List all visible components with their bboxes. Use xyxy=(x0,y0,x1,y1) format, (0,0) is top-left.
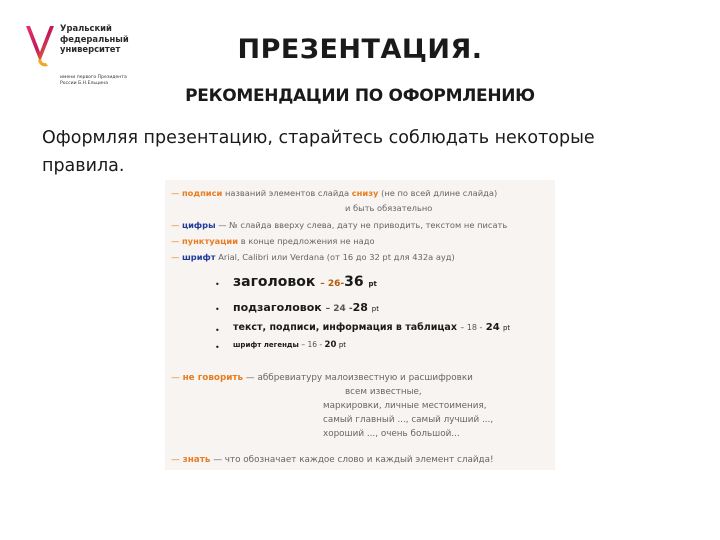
rule-keyword: подписи xyxy=(181,188,223,198)
size-range: – 26- xyxy=(320,279,345,289)
size-unit: pt xyxy=(371,305,379,313)
rule-keyword: не говорить xyxy=(182,373,244,383)
rule-font xyxy=(171,252,455,262)
size-range: 20 xyxy=(324,340,337,350)
rule-text: в конце предложения не надо xyxy=(240,236,375,246)
dash: — xyxy=(171,188,180,198)
size-range: – 18 - xyxy=(460,323,483,332)
bullet-marker: • xyxy=(215,326,220,335)
rule-text: всем известные, xyxy=(345,387,422,397)
size-unit: pt xyxy=(338,341,347,349)
bullet-label: текст, подписи, информация в таблицах xyxy=(233,322,457,333)
rule-text: — аббревиатуру малоизвестную и расшифровки xyxy=(245,373,473,383)
bullet-label: шрифт легенды xyxy=(233,341,299,349)
bullet-marker: • xyxy=(215,343,220,352)
page-title: ПРЕЗЕНТАЦИЯ. xyxy=(237,34,483,65)
bullet-body xyxy=(233,322,510,333)
rule-text: маркировки, личные местоимения, xyxy=(323,401,487,411)
bullet-marker: • xyxy=(215,280,220,289)
rule-keyword: пунктуации xyxy=(181,236,239,246)
page-subtitle: РЕКОМЕНДАЦИИ ПО ОФОРМЛЕНИЮ xyxy=(185,86,535,106)
rule-text: названий элементов слайда xyxy=(225,188,350,198)
rule-know xyxy=(171,455,494,465)
rule-numbers xyxy=(171,220,507,230)
rule-text: и быть обязательно xyxy=(345,203,433,213)
bullet-marker: • xyxy=(215,305,220,314)
rule-text: самый главный ..., самый лучший ..., xyxy=(323,415,494,425)
bullet-heading xyxy=(233,274,377,290)
dash: — xyxy=(171,455,180,465)
rule-text: — что обозначает каждое слово и каждый элемент слайда! xyxy=(213,455,494,465)
rule-keyword: цифры xyxy=(181,220,216,230)
dash: — xyxy=(171,252,180,262)
rule-text: Arial, Calibri или Verdana (от 16 до 32 pt для 432а ауд) xyxy=(218,252,455,262)
size-unit: pt xyxy=(502,324,511,332)
size-range: – 16 - xyxy=(301,340,323,349)
rule-dont-say xyxy=(171,373,473,383)
rule-text: (не по всей длине слайда) xyxy=(381,188,498,198)
rule-text: хороший ..., очень большой... xyxy=(323,429,460,439)
bullet-label: подзаголовок xyxy=(233,301,322,314)
rule-keyword: знать xyxy=(182,455,211,465)
rule-punctuation xyxy=(171,236,375,246)
rule-keyword: снизу xyxy=(351,188,379,198)
logo-line: Уральский xyxy=(60,23,112,33)
bullet-subheading xyxy=(233,301,379,314)
rule-text: — № слайда вверху слева, дату не приводить, текстом не писать xyxy=(218,220,508,230)
size-unit: pt xyxy=(368,280,377,288)
logo-line: федеральный xyxy=(60,33,129,44)
intro-text: Оформляя презентацию, старайтесь соблюдать некоторые правила. xyxy=(42,128,595,176)
dash: — xyxy=(171,236,180,246)
logo-subtitle: имени первого Президента России Б.Н.Ельцина xyxy=(60,75,127,86)
recommendations-image xyxy=(165,180,555,470)
bullet-label: заголовок xyxy=(233,274,316,290)
bullet-legend xyxy=(233,340,346,350)
logo-line: университет xyxy=(60,44,121,54)
dash: — xyxy=(171,373,180,383)
size-range: 36 xyxy=(344,274,364,290)
size-range: 24 xyxy=(485,322,500,333)
dash: — xyxy=(171,220,180,230)
size-range: 28 xyxy=(352,301,368,314)
rule-captions xyxy=(171,188,497,198)
size-range: – 24 - xyxy=(325,304,353,314)
rule-keyword: шрифт xyxy=(181,252,216,262)
